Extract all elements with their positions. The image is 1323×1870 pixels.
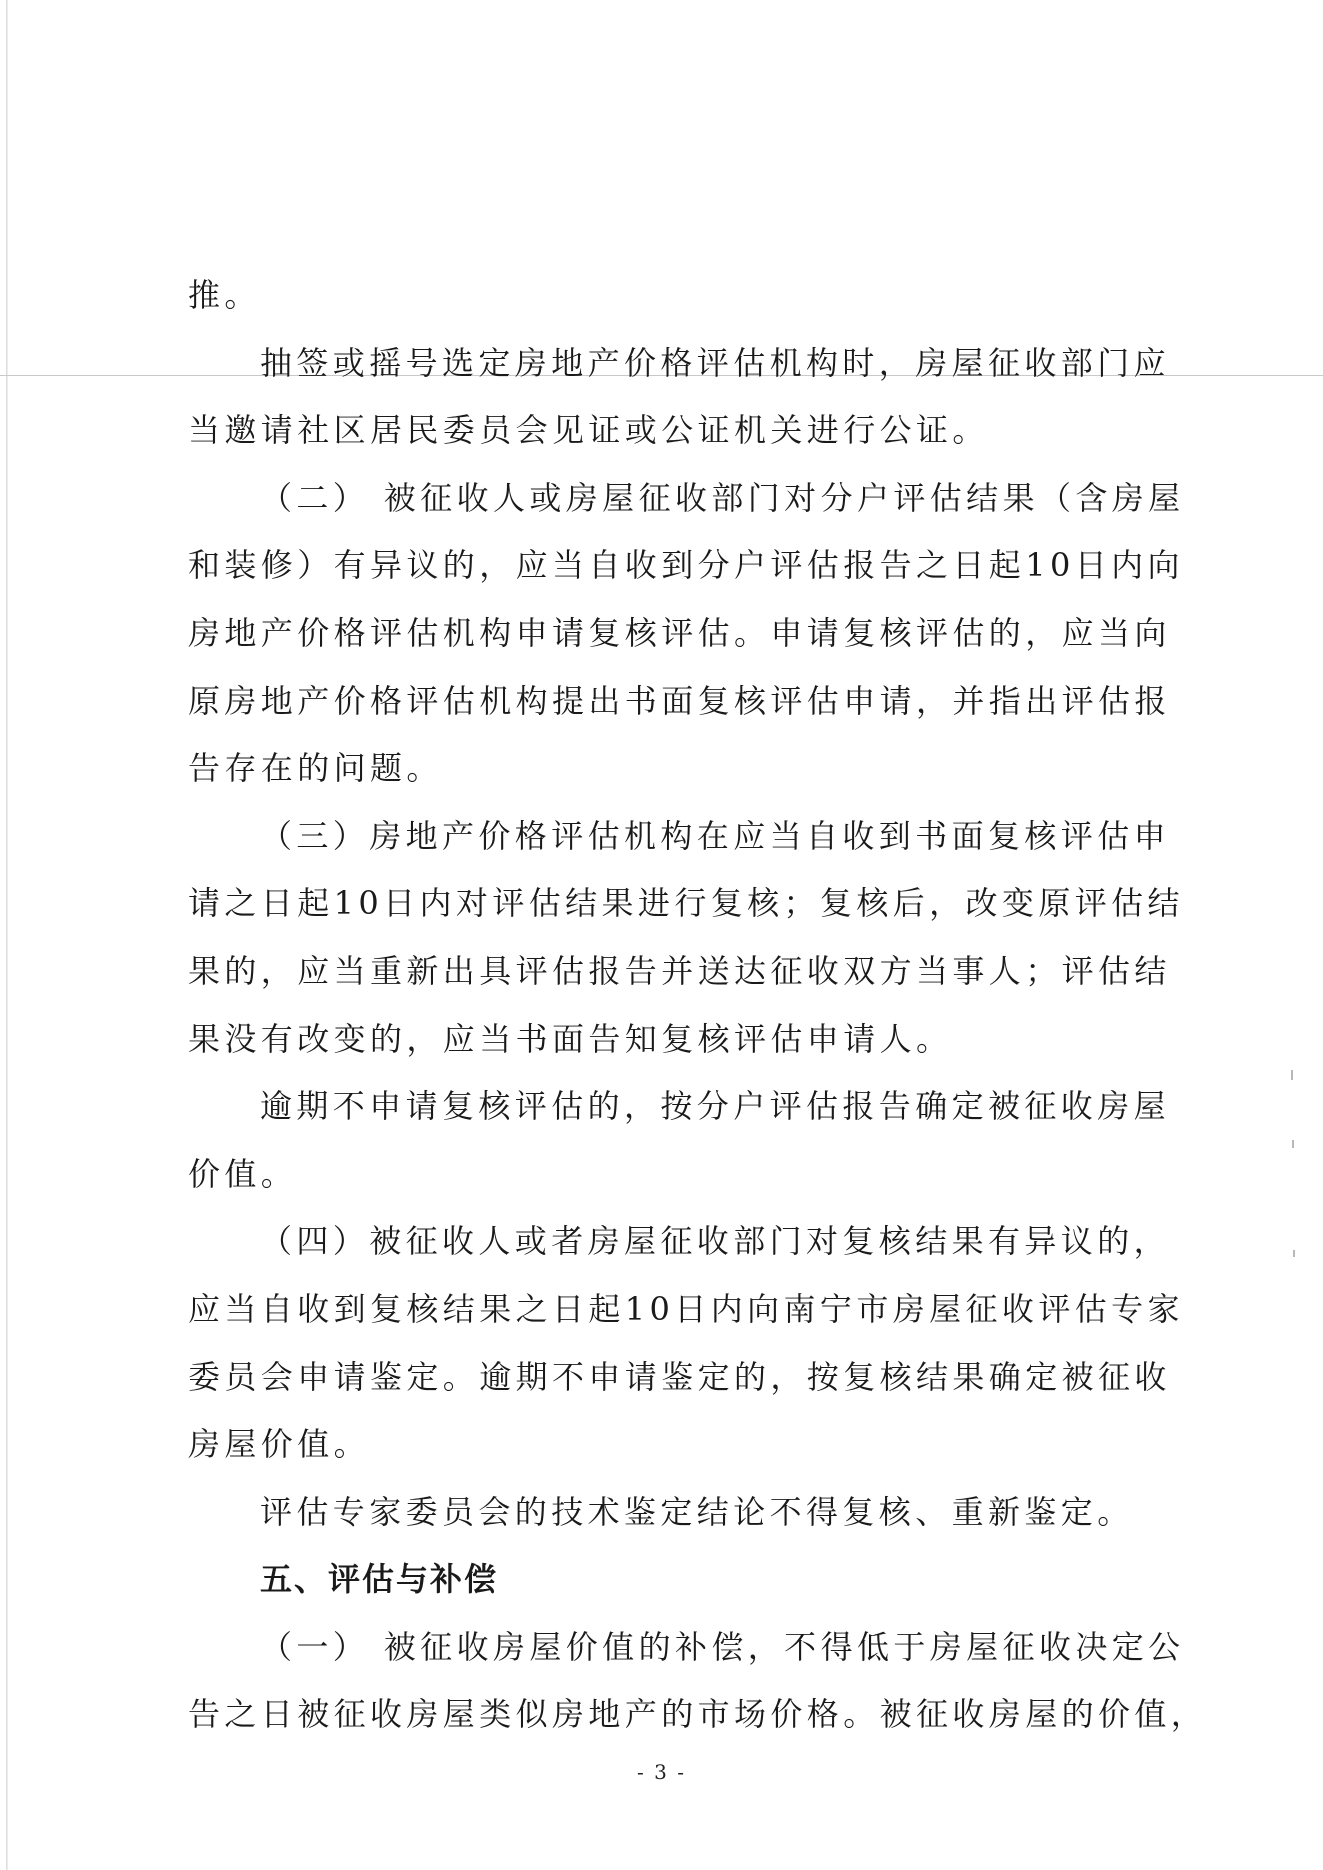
text-line: 果没有改变的，应当书面告知复核评估申请人。 <box>188 1019 953 1058</box>
text-line: 当邀请社区居民委员会见证或公证机关进行公证。 <box>188 411 989 450</box>
text-line: （一） 被征收房屋价值的补偿，不得低于房屋征收决定公 <box>260 1627 1185 1666</box>
text-line: 请之日起10日内对评估结果进行复核；复核后，改变原评估结 <box>188 884 1184 923</box>
section-heading: 五、评估与补偿 <box>260 1560 499 1599</box>
text-line: 房地产价格评估机构申请复核评估。申请复核评估的，应当向 <box>188 613 1171 652</box>
text-line: 价值。 <box>188 1154 298 1193</box>
text-line: 应当自收到复核结果之日起10日内向南宁市房屋征收评估专家 <box>188 1289 1184 1328</box>
body-text <box>188 262 1208 1749</box>
text-line: 和装修）有异议的，应当自收到分户评估报告之日起10日内向 <box>188 546 1184 585</box>
scan-speck <box>1292 1140 1294 1148</box>
text-line: 抽签或摇号选定房地产价格评估机构时，房屋征收部门应 <box>260 343 1171 382</box>
text-line: 原房地产价格评估机构提出书面复核评估申请，并指出评估报 <box>188 681 1171 720</box>
text-line: 评估专家委员会的技术鉴定结论不得复核、重新鉴定。 <box>260 1492 1134 1531</box>
text-line: 推。 <box>188 276 261 314</box>
page-number: - 3 - <box>637 1760 686 1784</box>
text-line: 逾期不申请复核评估的，按分户评估报告确定被征收房屋 <box>260 1087 1171 1126</box>
scan-speck <box>1293 1250 1295 1257</box>
text-line: 委员会申请鉴定。逾期不申请鉴定的，按复核结果确定被征收 <box>188 1357 1171 1396</box>
text-line: 房屋价值。 <box>188 1425 371 1464</box>
text-line: （四）被征收人或者房屋征收部门对复核结果有异议的， <box>260 1222 1171 1261</box>
text-line: 告之日被征收房屋类似房地产的市场价格。被征收房屋的价值， <box>188 1695 1208 1734</box>
scan-speck <box>1291 1070 1293 1080</box>
text-line: 果的，应当重新出具评估报告并送达征收双方当事人；评估结 <box>188 951 1171 990</box>
text-line: （二） 被征收人或房屋征收部门对分户评估结果（含房屋 <box>260 478 1185 517</box>
scan-edge-shadow <box>6 0 8 1870</box>
text-line: 告存在的问题。 <box>188 749 443 788</box>
text-line: （三）房地产价格评估机构在应当自收到书面复核评估申 <box>260 816 1171 855</box>
